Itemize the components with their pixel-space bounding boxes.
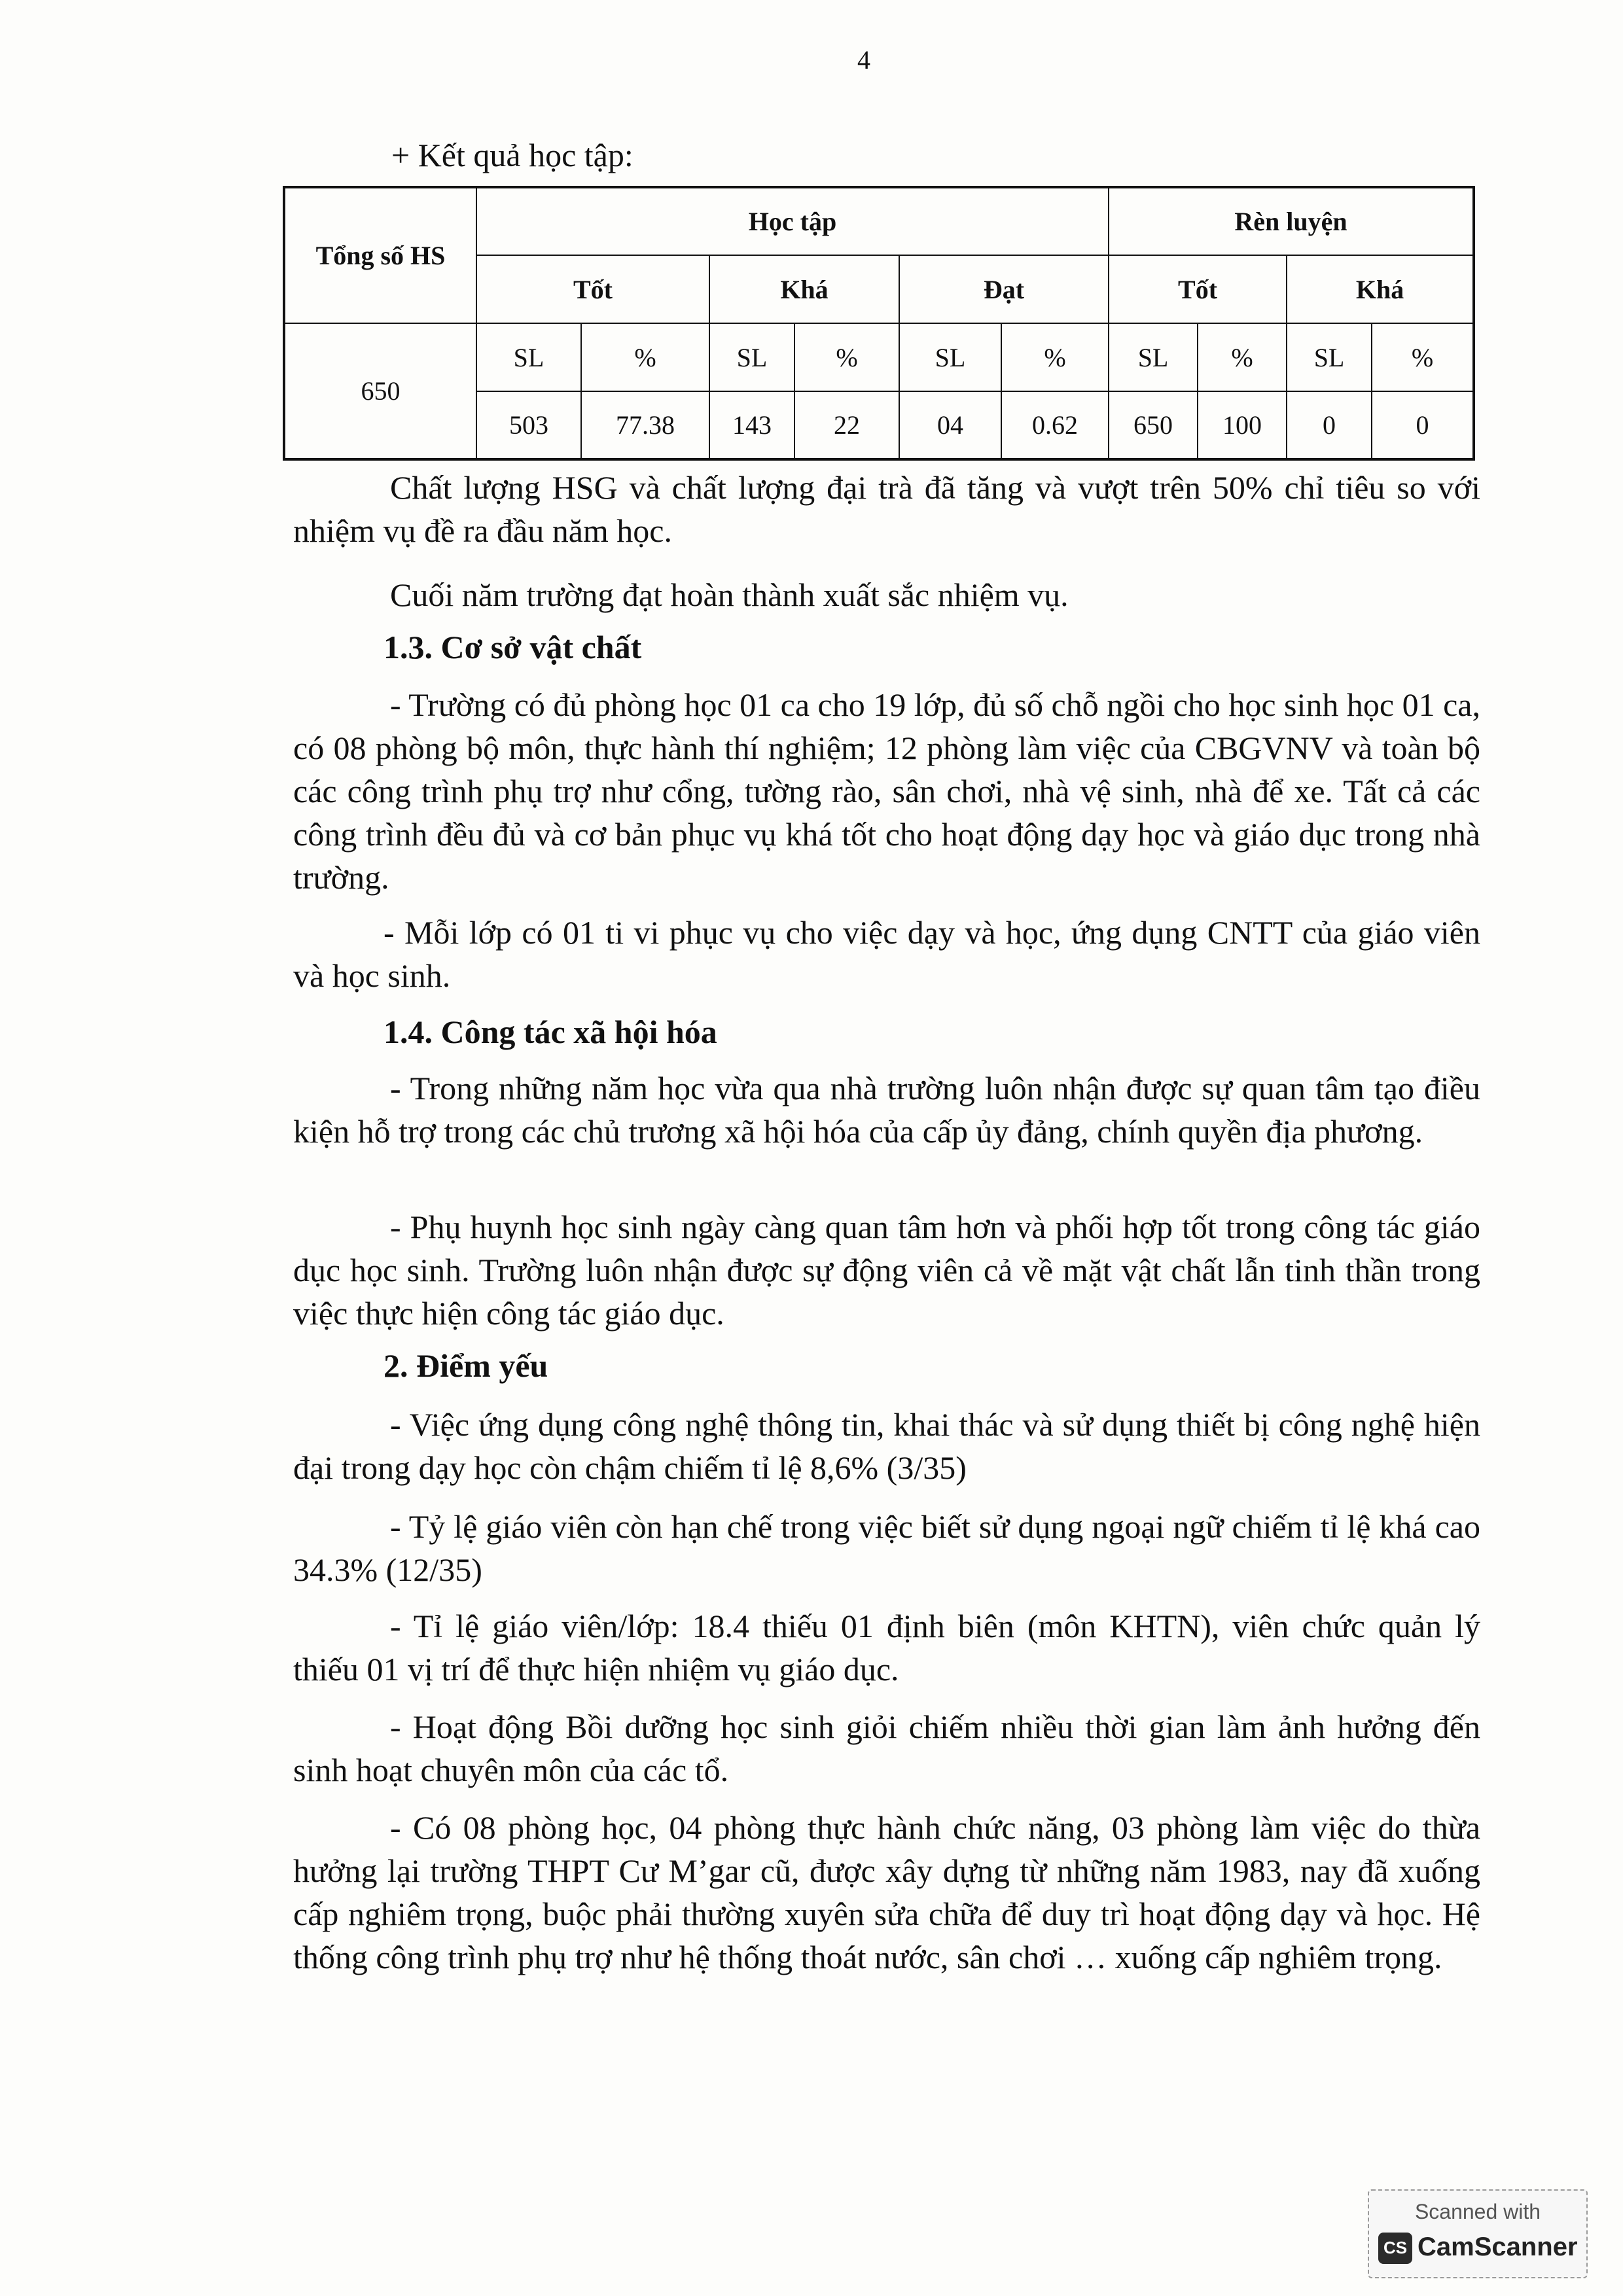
header-total-students: Tổng số HS bbox=[284, 187, 476, 323]
unit-cell: SL bbox=[1287, 323, 1372, 391]
unit-cell: % bbox=[1372, 323, 1474, 391]
paragraph-year-end: Cuối năm trường đạt hoàn thành xuất sắc nhiệm vụ. bbox=[390, 576, 1069, 613]
paragraph-socialization-support: - Trong những năm học vừa qua nhà trường luôn nhận được sự quan tâm tạo điều kiện hỗ trợ trong các chủ trương xã hội hóa của cấp ủy đảng, chính quyền địa phương. bbox=[293, 1070, 1480, 1150]
unit-cell: % bbox=[581, 323, 709, 391]
header-ren-luyen-tot: Tốt bbox=[1109, 255, 1287, 323]
value-cell: 100 bbox=[1198, 391, 1287, 459]
camscanner-logo-icon: CS bbox=[1378, 2233, 1412, 2264]
value-cell: 650 bbox=[1109, 391, 1198, 459]
paragraph-socialization-parents: - Phụ huynh học sinh ngày càng quan tâm hơn và phối hợp tốt trong công tác giáo dục học sinh. Trường luôn nhận được sự động viên cả về mặt vật chất lẫn tinh thần trong việc thực hiện công tác giáo dục. bbox=[293, 1209, 1480, 1332]
header-hoc-tap-tot: Tốt bbox=[476, 255, 709, 323]
section-label: + Kết quả học tập: bbox=[391, 137, 633, 173]
unit-cell: SL bbox=[476, 323, 581, 391]
paragraph-weakness-it: - Việc ứng dụng công nghệ thông tin, khai thác và sử dụng thiết bị công nghệ hiện đại trong dạy học còn chậm chiếm tỉ lệ 8,6% (3/35) bbox=[293, 1406, 1480, 1486]
header-hoc-tap-kha: Khá bbox=[709, 255, 899, 323]
paragraph-facilities-tv: - Mỗi lớp có 01 ti vi phục vụ cho việc dạy và học, ứng dụng CNTT của giáo viên và học sinh. bbox=[293, 914, 1480, 994]
heading-weaknesses: 2. Điểm yếu bbox=[383, 1347, 548, 1384]
header-ren-luyen: Rèn luyện bbox=[1109, 187, 1474, 255]
header-hoc-tap-dat: Đạt bbox=[899, 255, 1109, 323]
unit-cell: % bbox=[1001, 323, 1109, 391]
unit-cell: SL bbox=[709, 323, 794, 391]
value-cell: 0.62 bbox=[1001, 391, 1109, 459]
value-cell: 143 bbox=[709, 391, 794, 459]
heading-socialization: 1.4. Công tác xã hội hóa bbox=[383, 1014, 717, 1050]
header-ren-luyen-kha: Khá bbox=[1287, 255, 1474, 323]
page-number: 4 bbox=[857, 45, 870, 75]
total-students-value: 650 bbox=[284, 323, 476, 459]
watermark-caption: Scanned with bbox=[1414, 2200, 1541, 2223]
unit-cell: SL bbox=[899, 323, 1001, 391]
watermark-brand: CamScanner bbox=[1418, 2233, 1578, 2261]
value-cell: 04 bbox=[899, 391, 1001, 459]
results-table bbox=[283, 186, 1475, 461]
unit-cell: % bbox=[794, 323, 899, 391]
value-cell: 77.38 bbox=[581, 391, 709, 459]
paragraph-quality: Chất lượng HSG và chất lượng đại trà đã tăng và vượt trên 50% chỉ tiêu so với nhiệm vụ đề ra đầu năm học. bbox=[293, 469, 1480, 549]
value-cell: 503 bbox=[476, 391, 581, 459]
value-cell: 0 bbox=[1287, 391, 1372, 459]
unit-cell: % bbox=[1198, 323, 1287, 391]
header-hoc-tap: Học tập bbox=[476, 187, 1109, 255]
value-cell: 0 bbox=[1372, 391, 1474, 459]
paragraph-weakness-language: - Tỷ lệ giáo viên còn hạn chế trong việc biết sử dụng ngoại ngữ chiếm tỉ lệ khá cao 34.3% (12/35) bbox=[293, 1508, 1480, 1588]
camscanner-watermark bbox=[1368, 2189, 1588, 2278]
paragraph-facilities-rooms: - Trường có đủ phòng học 01 ca cho 19 lớp, đủ số chỗ ngồi cho học sinh học 01 ca, có 08 phòng bộ môn, thực hành thí nghiệm; 12 phòng làm việc của CBGVNV và toàn bộ các công trình phụ trợ như cổng, tường rào, sân chơi, nhà vệ sinh, nhà để xe. Tất cả các công trình đều đủ và cơ bản phục vụ khá tốt cho hoạt động dạy học và giáo dục trong nhà trường. bbox=[293, 686, 1480, 896]
paragraph-weakness-ratio: - Tỉ lệ giáo viên/lớp: 18.4 thiếu 01 định biên (môn KHTN), viên chức quản lý thiếu 01 vị trí để thực hiện nhiệm vụ giáo dục. bbox=[293, 1608, 1480, 1687]
paragraph-weakness-buildings: - Có 08 phòng học, 04 phòng thực hành chức năng, 03 phòng làm việc do thừa hưởng lại trường THPT Cư M’gar cũ, được xây dựng từ những năm 1983, nay đã xuống cấp nghiêm trọng, buộc phải thường xuyên sửa chữa để duy trì hoạt động dạy và học. Hệ thống công trình phụ trợ như hệ thống thoát nước, sân chơi … xuống cấp nghiêm trọng. bbox=[293, 1809, 1480, 1975]
value-cell: 22 bbox=[794, 391, 899, 459]
paragraph-weakness-hsg: - Hoạt động Bồi dưỡng học sinh giỏi chiếm nhiều thời gian làm ảnh hưởng đến sinh hoạt chuyên môn của các tổ. bbox=[293, 1708, 1480, 1788]
unit-cell: SL bbox=[1109, 323, 1198, 391]
heading-facilities: 1.3. Cơ sở vật chất bbox=[383, 629, 642, 665]
